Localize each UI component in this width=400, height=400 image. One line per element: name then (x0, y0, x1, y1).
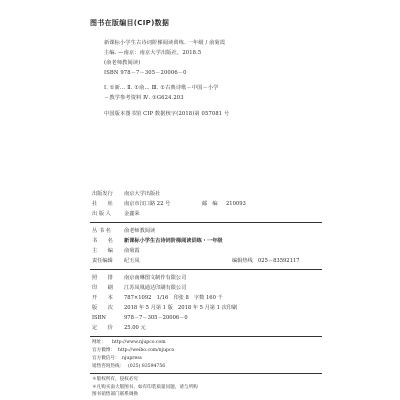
notice-line-2: ＊凡购买南大版图书，如有印装质量问题，请与所购 (92, 385, 198, 390)
website-label: 网址： (92, 340, 106, 345)
divider-rule-2 (90, 269, 322, 270)
sales-phone-value: (025) 83594756 (128, 364, 166, 369)
cip-line-7: 中国版本图书馆 CIP 数据核字(2018)第 057081 号 (104, 111, 230, 117)
publisher-head-label: 出 版 人 (92, 211, 111, 217)
wechat-value: njupress (122, 356, 142, 361)
notice-line-3: 图书销售部门联系调换 (92, 392, 138, 397)
typeset-value: 南京南琳图文制作有限公司 (124, 275, 187, 281)
cip-heading: 图书在版编目(CIP)数据 (90, 19, 170, 27)
price-label: 定 价 (92, 325, 113, 331)
wechat-label: 官方微信号： (92, 356, 120, 361)
series-label: 丛 书 名 (92, 228, 111, 234)
publisher-value: 南京大学出版社 (124, 191, 161, 197)
cip-line-6: －教学参考资料 Ⅳ. ①G624.203 (104, 95, 184, 101)
price-value: 25.00 元 (124, 325, 146, 331)
editor-label: 主 编 (92, 248, 113, 254)
series-value: 俞老师教阅读 (124, 228, 156, 234)
editor-value: 俞菊霞 (124, 248, 140, 254)
divider-rule-1 (90, 222, 322, 223)
weibo-label: 官方微博： (92, 348, 115, 353)
sales-phone-label: 销售咨询热线： (92, 364, 125, 369)
isbn-label: ISBN (92, 315, 106, 321)
editor-phone-value: 025－83592117 (258, 258, 300, 264)
cip-line-5: Ⅰ. ①新… Ⅱ. ①俞… Ⅲ. ①古典诗歌－中国－小学 (104, 85, 219, 91)
divider-rule-4 (90, 373, 322, 374)
edition-label: 版 次 (92, 305, 113, 311)
weibo-link[interactable]: http://weibo.com/njupco (118, 348, 175, 353)
format-value: 787×1092 1/16 印张 8 字数 160 千 (124, 295, 223, 301)
website-link[interactable]: http://www.njupco.com (112, 340, 166, 345)
editor-phone-label: 编辑热线 (232, 258, 253, 264)
typeset-label: 照 排 (92, 275, 113, 281)
isbn-value: 978－7－305－20006－0 (124, 315, 188, 321)
cip-line-2: 主编. —南京：南京大学出版社，2018.5 (104, 50, 202, 56)
format-label: 开 本 (92, 295, 113, 301)
resp-editor-label: 责任编辑 (92, 258, 113, 264)
title-label: 书 名 (92, 238, 113, 244)
notice-line-1: ＊版权所有，侵权必究 (92, 377, 138, 382)
cip-line-1: 新课标小学生古诗词阶梯阅读训练. 一年级 / 俞菊霞 (104, 40, 226, 46)
postcode-label: 邮 编 (202, 201, 218, 207)
resp-editor-value: 纪玉凤 (124, 258, 140, 264)
divider-rule-3 (90, 336, 322, 337)
cip-line-3: (俞老师教阅读) (104, 60, 141, 66)
publisher-head-value: 金鑫荣 (124, 211, 140, 217)
postcode-value: 210093 (226, 201, 246, 207)
printer-label: 印 刷 (92, 285, 113, 291)
cip-line-4: ISBN 978－7－305－20006－0 (104, 70, 187, 76)
publisher-label: 出版发行 (92, 191, 113, 197)
address-value: 南京市汉口路 22 号 (124, 201, 171, 207)
address-label: 社 址 (92, 201, 113, 207)
title-value: 新课标小学生古诗词阶梯阅读训练・一年级 (124, 238, 223, 244)
edition-value: 2018 年 5 月第 1 版 2018 年 5 月第 1 次印刷 (124, 305, 238, 311)
printer-value: 江苏凤凰通达印刷有限公司 (124, 285, 187, 291)
